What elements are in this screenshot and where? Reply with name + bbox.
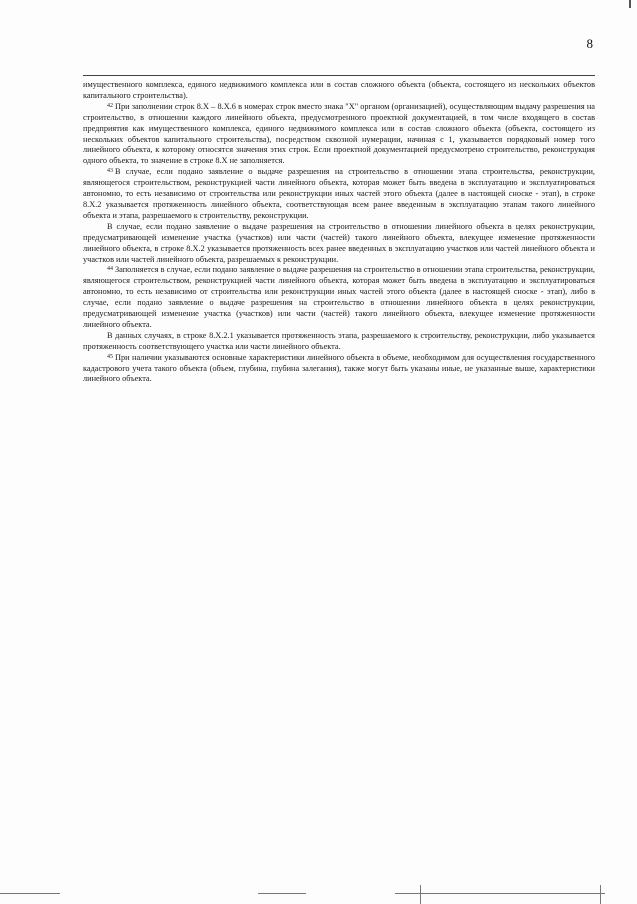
- scan-edge-tick: [600, 885, 601, 904]
- footnote-text: Заполняется в случае, если подано заявление о выдаче разрешения на строительство в отношении этапа строительства, реконструкции, являющегося строительством, реконструкцией части линейного объекта, которая может быть введена в эксплуатацию и эксплуатироваться автономно, то есть независимо от строительства или реконструкции иных частей этого объекта (далее в настоящей сноске - этап), либо в случае, если подано заявление о выдаче разрешения на строительство в отношении линейного объекта в целях реконструкции, предусматривающей изменение участка (участков) или части (частей) такого линейного объекта, влекущее изменение протяженности линейного объекта.: [83, 265, 595, 329]
- footnote-separator: [83, 75, 595, 76]
- footnote-42: [83, 102, 595, 167]
- footnote-marker: 45: [107, 353, 113, 360]
- footnote-45: [83, 353, 595, 386]
- footnote-text: При наличии указываются основные характеристики линейного объекта в объеме, необходимом для осуществления государственного кадастрового учета такого объекта (объем, глубина, глубина залегания), также могут быть указаны иные, не указанные выше, характеристики линейного объекта.: [83, 352, 595, 384]
- footnote-43: [83, 167, 595, 222]
- scan-edge-tick: [420, 885, 421, 904]
- scan-edge-line: [395, 893, 605, 894]
- footnote-text: имущественного комплекса, единого недвижимого комплекса или в состав сложного объекта (объекта, состоящего из нескольких объектов капитального строительства).: [83, 80, 595, 100]
- scan-corner-mark: [629, 0, 631, 8]
- footnote-text: В случае, если подано заявление о выдаче разрешения на строительство в отношении этапа строительства, реконструкции, являющегося строительством, реконструкцией части линейного объекта, которая может быть введена в эксплуатацию и эксплуатироваться автономно, то есть независимо от строительства или реконструкции иных частей этого объекта (далее в настоящей сноске - этап), в строке 8.X.2 указывается протяженность линейного объекта, соответствующая всем ранее введенным в эксплуатацию этапам такого линейного объекта и этапа, разрешаемого к строительству, реконструкции.: [83, 167, 595, 220]
- footnote-marker: 42: [107, 102, 113, 109]
- footnote-text: При заполнении строк 8.X – 8.X.6 в номерах строк вместо знака "X" органом (организацией), осуществляющим выдачу разрешения на строительство, в отношении каждого линейного объекта, предусмотренного проектной документацией, в том числе входящего в состав предприятия как имущественного комплекса, единого недвижимого комплекса или в состав сложного объекта (объекта, состоящего из нескольких объектов капитального строительства), посредством сквозной нумерации, начиная с 1, указывается порядковый номер того линейного объекта, к которому относятся значения этих строк. Если проектной документацией предусмотрено строительство, реконструкция одного объекта, то значение в строке 8.X не заполняется.: [83, 101, 595, 166]
- footnote-continuation: [83, 80, 595, 102]
- page-number: 8: [586, 36, 593, 51]
- footnote-43-paragraph-2: [83, 222, 595, 266]
- footnote-44-paragraph-2: [83, 331, 595, 353]
- footnote-marker: 44: [107, 266, 113, 273]
- scan-edge-line: [258, 893, 306, 894]
- footnote-text: В данных случаях, в строке 8.X.2.1 указывается протяженность этапа, разрешаемого к строительству, реконструкции, либо указывается протяженность соответствующего участка или части линейного объекта.: [83, 330, 595, 351]
- footnotes-block: [83, 80, 595, 385]
- footnote-marker: 43: [107, 168, 113, 175]
- footnote-text: В случае, если подано заявление о выдаче разрешения на строительство в отношении линейного объекта в целях реконструкции, предусматривающей изменение участка (участков) или части (частей) такого линейного объекта, влекущее изменение протяженности линейного объекта, в строке 8.X.2 указывается протяженность всех ранее введенных в эксплуатацию участков или частей линейного объекта и участков или частей линейного объекта, разрешаемых к реконструкции.: [83, 221, 595, 264]
- scan-edge-line: [0, 893, 60, 894]
- footnote-44: [83, 265, 595, 330]
